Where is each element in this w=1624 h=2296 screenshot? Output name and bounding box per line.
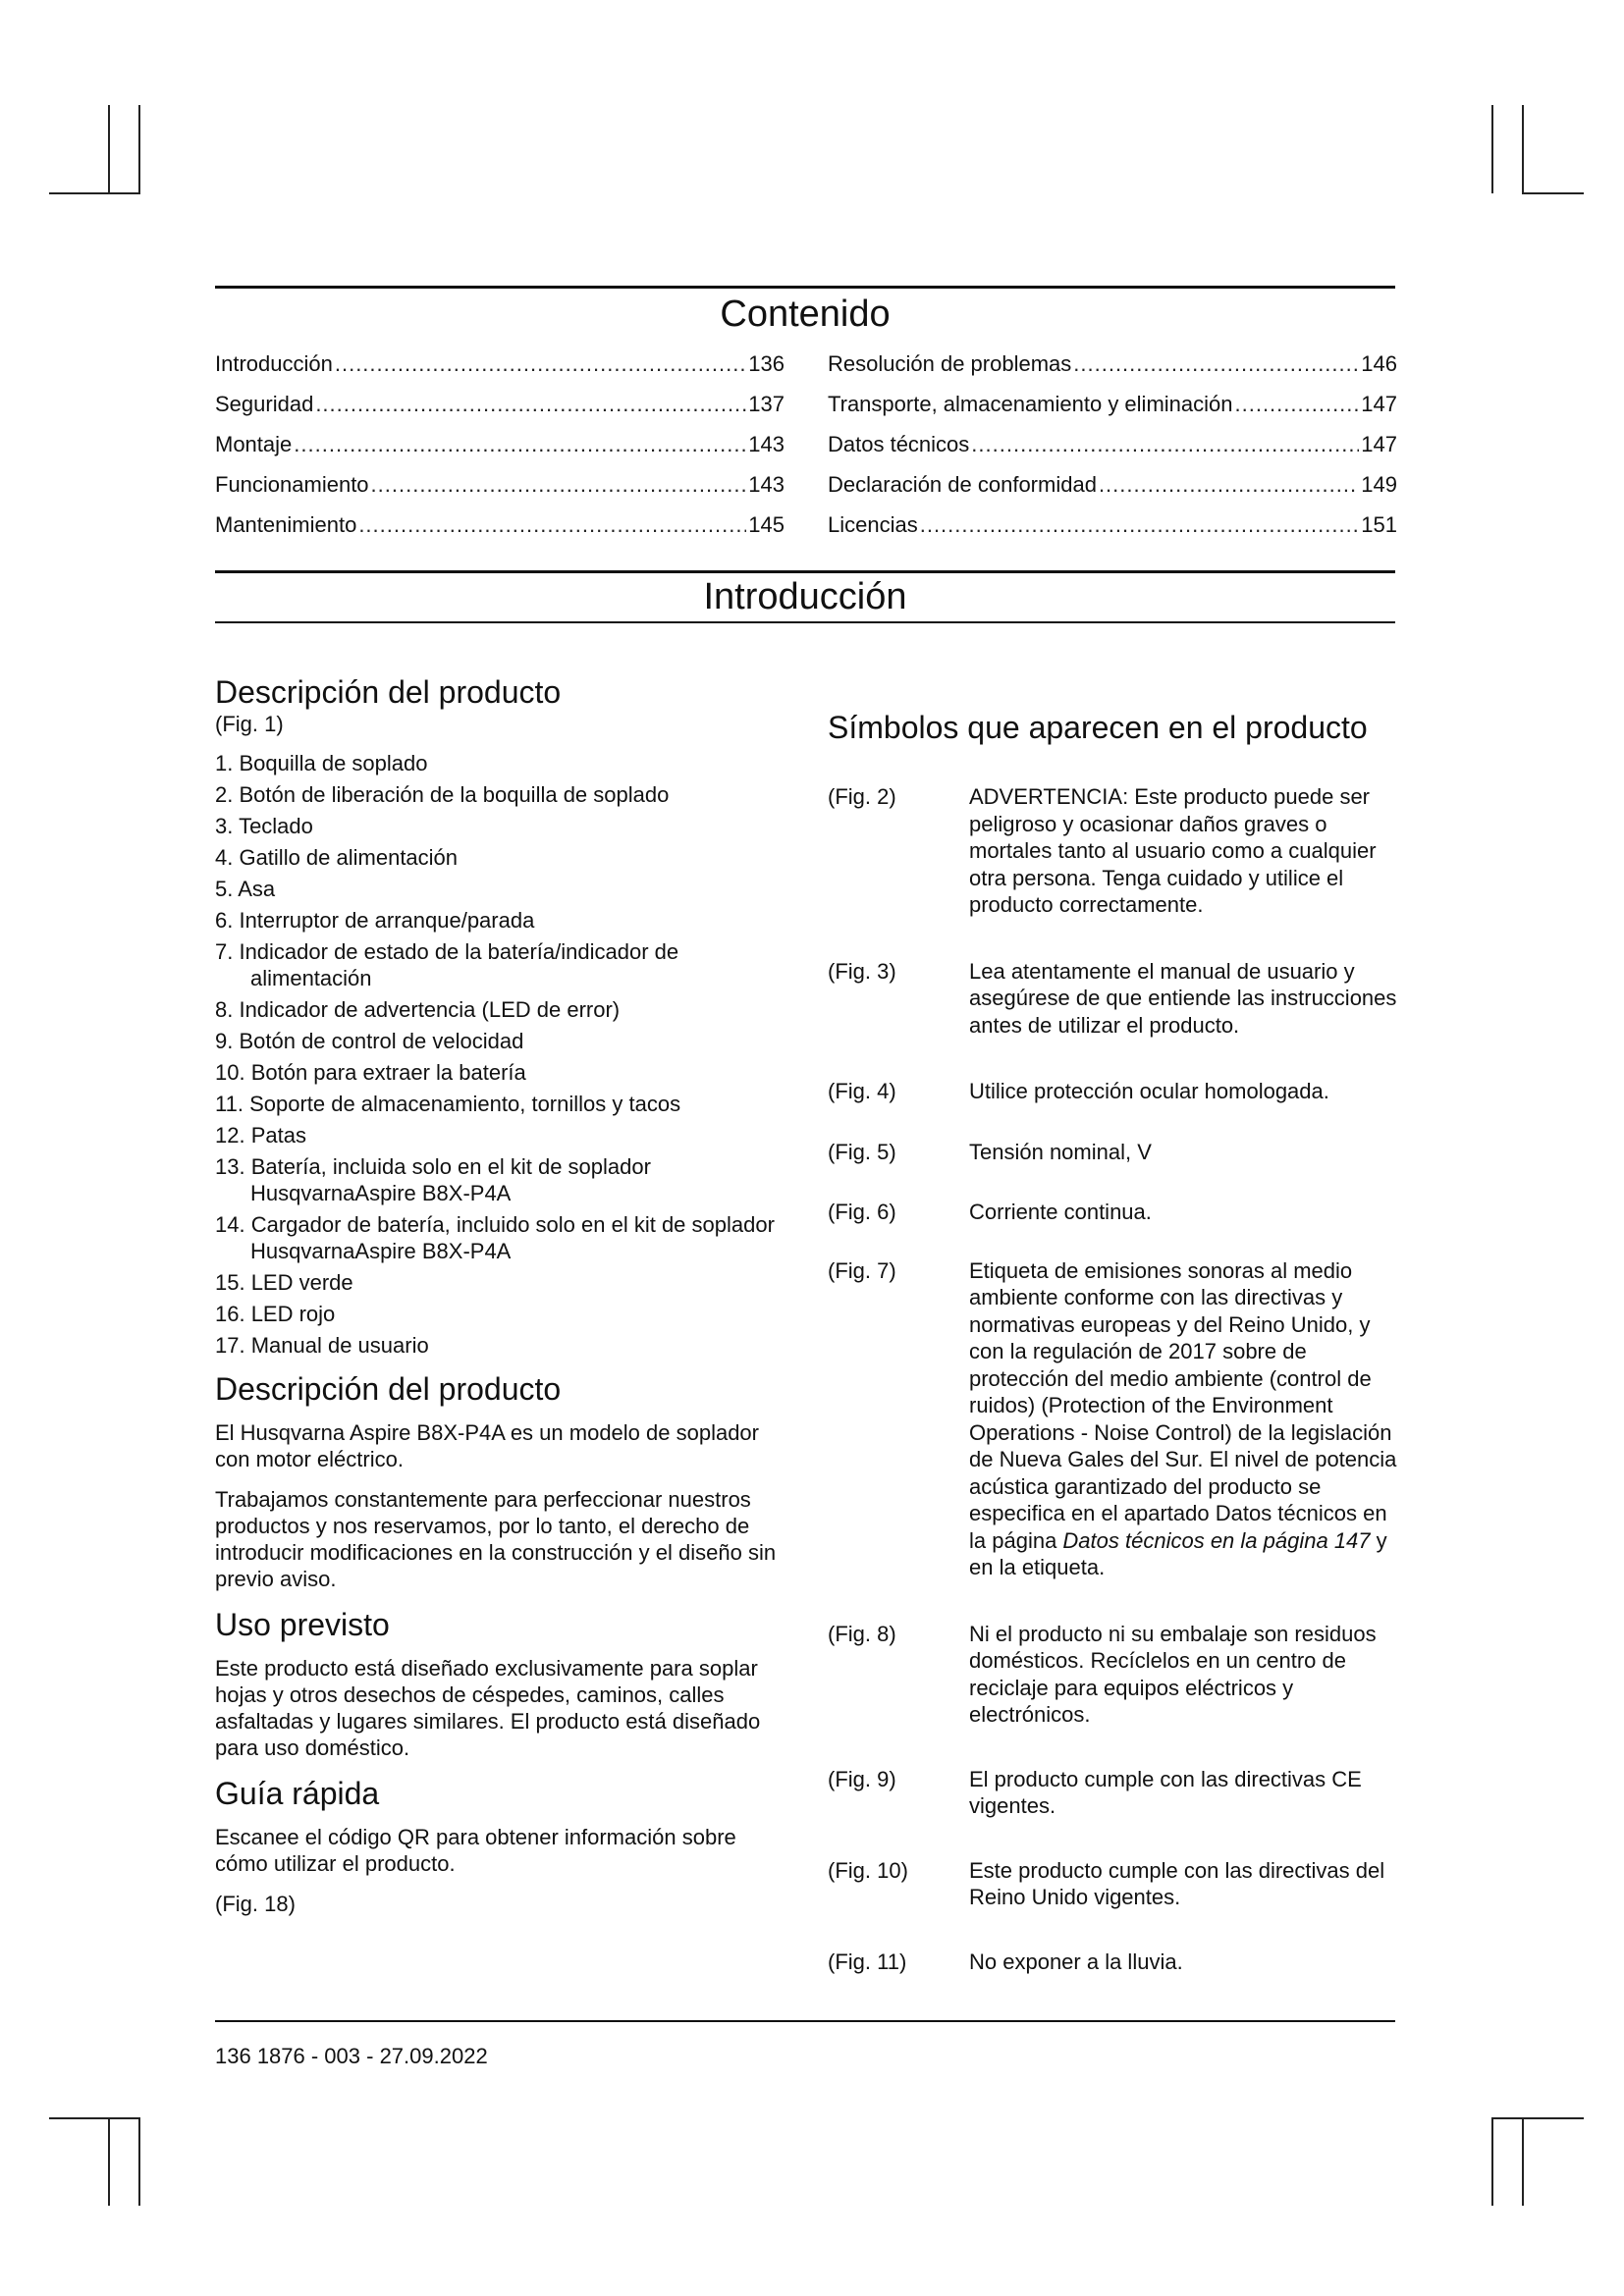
symbol-description: Utilice protección ocular homologada. bbox=[969, 1079, 1329, 1103]
figure-reference: (Fig. 18) bbox=[215, 1892, 296, 1916]
right-column bbox=[828, 709, 1397, 1975]
symbols-table bbox=[828, 783, 1397, 1975]
symbol-row bbox=[828, 1949, 1397, 1976]
section-bottom-rule bbox=[215, 621, 1395, 623]
crop-mark bbox=[108, 105, 110, 193]
symbol-row bbox=[828, 783, 1397, 919]
crop-mark bbox=[1522, 105, 1524, 193]
list-item: 13. Batería, incluida solo en el kit de soplador HusqvarnaAspire B8X-P4A bbox=[215, 1154, 651, 1205]
symbol-description: El producto cumple con las directivas CE vigentes. bbox=[969, 1766, 1362, 1818]
list-item: 14. Cargador de batería, incluido solo en el kit de soplador HusqvarnaAspire B8X-P4A bbox=[215, 1212, 775, 1263]
section-top-rule bbox=[215, 570, 1395, 573]
toc-entry[interactable]: Montaje ..... 143 bbox=[215, 432, 785, 472]
symbols-heading: Símbolos que aparecen en el producto bbox=[828, 710, 1368, 745]
list-item: 8. Indicador de advertencia (LED de error) bbox=[215, 997, 621, 1022]
crop-mark bbox=[1491, 2117, 1584, 2119]
quick-guide-heading: Guía rápida bbox=[215, 1776, 380, 1811]
paragraph: Este producto está diseñado exclusivamente para soplar hojas y otros desechos de céspedes, caminos, calles asfaltadas y lugares similares. El producto está diseñado para uso doméstico. bbox=[215, 1656, 761, 1760]
figure-reference: (Fig. 9) bbox=[828, 1766, 896, 1791]
figure-reference: (Fig. 10) bbox=[828, 1857, 908, 1883]
symbol-description: Tensión nominal, V bbox=[969, 1139, 1152, 1164]
symbol-description: No exponer a la lluvia. bbox=[969, 1949, 1183, 1974]
toc-entry[interactable]: Mantenimiento ..... 145 bbox=[215, 512, 785, 553]
list-item: 12. Patas bbox=[215, 1123, 306, 1148]
list-item: 5. Asa bbox=[215, 877, 276, 901]
toc-top-rule bbox=[215, 286, 1395, 289]
symbol-row bbox=[828, 1857, 1397, 1911]
list-item: 16. LED rojo bbox=[215, 1302, 336, 1326]
symbol-row bbox=[828, 1766, 1397, 1820]
list-item: 11. Soporte de almacenamiento, tornillos y tacos bbox=[215, 1092, 681, 1116]
toc-entry[interactable]: Funcionamiento ..... 143 bbox=[215, 472, 785, 512]
list-item: 3. Teclado bbox=[215, 814, 313, 838]
crop-mark bbox=[108, 2117, 110, 2206]
symbol-description: Lea atentamente el manual de usuario y asegúrese de que entiende las instrucciones antes de utilizar el producto. bbox=[969, 958, 1397, 1038]
product-description-section bbox=[215, 1370, 785, 1592]
figure-reference: (Fig. 2) bbox=[828, 784, 896, 809]
list-item: 10. Botón para extraer la batería bbox=[215, 1060, 526, 1085]
product-description-heading-2: Descripción del producto bbox=[215, 1371, 562, 1407]
toc-entry[interactable]: Resolución de problemas ..... 146 bbox=[828, 351, 1397, 392]
figure-reference: (Fig. 6) bbox=[828, 1200, 896, 1224]
crop-mark bbox=[1491, 105, 1493, 193]
toc-entry[interactable]: Licencias ..... 151 bbox=[828, 512, 1397, 553]
toc-right-column bbox=[828, 351, 1397, 553]
intended-use-heading: Uso previsto bbox=[215, 1607, 390, 1642]
paragraph: El Husqvarna Aspire B8X-P4A es un modelo de soplador con motor eléctrico. bbox=[215, 1420, 759, 1471]
left-column bbox=[215, 673, 785, 1931]
crop-mark bbox=[1522, 2117, 1524, 2206]
toc-left-column bbox=[215, 351, 785, 553]
symbol-row bbox=[828, 1199, 1397, 1226]
cross-reference-link[interactable]: Datos técnicos en la página 147 bbox=[1062, 1527, 1371, 1553]
paragraph: Trabajamos constantemente para perfeccionar nuestros productos y nos reservamos, por lo tanto, el derecho de introducir modificaciones en la construcción y el diseño sin previo aviso. bbox=[215, 1487, 777, 1591]
symbol-row bbox=[828, 958, 1397, 1040]
symbol-row bbox=[828, 1257, 1397, 1581]
toc-entry[interactable]: Transporte, almacenamiento y eliminación ..... 147 bbox=[828, 392, 1397, 432]
list-item: 2. Botón de liberación de la boquilla de soplado bbox=[215, 782, 670, 807]
list-item: 6. Interruptor de arranque/parada bbox=[215, 908, 535, 933]
symbol-description: Corriente continua. bbox=[969, 1200, 1152, 1224]
symbol-row bbox=[828, 1139, 1397, 1166]
list-item: 17. Manual de usuario bbox=[215, 1333, 429, 1358]
list-item: 7. Indicador de estado de la batería/indicador de alimentación bbox=[215, 939, 679, 990]
symbol-row bbox=[828, 1621, 1397, 1729]
crop-mark bbox=[49, 2117, 140, 2119]
figure-reference: (Fig. 8) bbox=[828, 1621, 896, 1646]
toc-entry[interactable]: Datos técnicos ..... 147 bbox=[828, 432, 1397, 472]
crop-mark bbox=[138, 105, 140, 193]
figure-reference: (Fig. 1) bbox=[215, 712, 284, 736]
list-item: 1. Boquilla de soplado bbox=[215, 751, 428, 775]
toc-entry[interactable]: Seguridad ..... 137 bbox=[215, 392, 785, 432]
symbol-description: Ni el producto ni su embalaje son residuos domésticos. Recíclelos en un centro de reciclaje para equipos eléctricos y electrónicos. bbox=[969, 1621, 1377, 1727]
paragraph: Escanee el código QR para obtener información sobre cómo utilizar el producto. bbox=[215, 1825, 736, 1876]
crop-mark bbox=[1491, 2117, 1493, 2206]
parts-list bbox=[215, 750, 785, 1359]
list-item: 15. LED verde bbox=[215, 1270, 353, 1295]
footer-rule bbox=[215, 2020, 1395, 2022]
product-description-heading: Descripción del producto bbox=[215, 674, 562, 710]
page-footer: 136 1876 - 003 - 27.09.2022 bbox=[215, 2044, 488, 2068]
figure-reference: (Fig. 11) bbox=[828, 1949, 907, 1974]
intended-use-section bbox=[215, 1606, 785, 1761]
toc-entry[interactable]: Introducción ..... 136 bbox=[215, 351, 785, 392]
list-item: 4. Gatillo de alimentación bbox=[215, 845, 459, 870]
crop-mark bbox=[138, 2117, 140, 2206]
figure-reference: (Fig. 5) bbox=[828, 1139, 896, 1164]
figure-reference: (Fig. 3) bbox=[828, 958, 896, 984]
symbol-description: Etiqueta de emisiones sonoras al medio ambiente conforme con las directivas y normativas europeas y del Reino Unido, y con la regulación de 2017 sobre de protección del medio ambiente (control de ruidos) (Protection of the Environment Operations - Noise Control) de la legislación de Nueva Gales del Sur. El nivel de potencia acústica garantizado del producto se especifica en el apartado Datos técnicos en la página Datos técnicos en la página 147 y en la etiqueta. bbox=[969, 1257, 1397, 1579]
section-title: Introducción bbox=[703, 576, 907, 617]
toc-title: Contenido bbox=[720, 294, 891, 335]
list-item: 9. Botón de control de velocidad bbox=[215, 1029, 524, 1053]
symbol-description: Este producto cumple con las directivas del Reino Unido vigentes. bbox=[969, 1857, 1385, 1909]
toc-entry[interactable]: Declaración de conformidad ..... 149 bbox=[828, 472, 1397, 512]
symbol-description: ADVERTENCIA: Este producto puede ser peligroso y ocasionar daños graves o mortales tanto al usuario como a cualquier otra persona. Tenga cuidado y utilice el producto correctamente. bbox=[969, 784, 1377, 917]
quick-guide-section bbox=[215, 1775, 785, 1917]
crop-mark bbox=[1522, 192, 1584, 194]
symbol-row bbox=[828, 1078, 1397, 1105]
crop-mark bbox=[49, 192, 140, 194]
figure-reference: (Fig. 4) bbox=[828, 1079, 896, 1103]
figure-reference: (Fig. 7) bbox=[828, 1257, 896, 1283]
